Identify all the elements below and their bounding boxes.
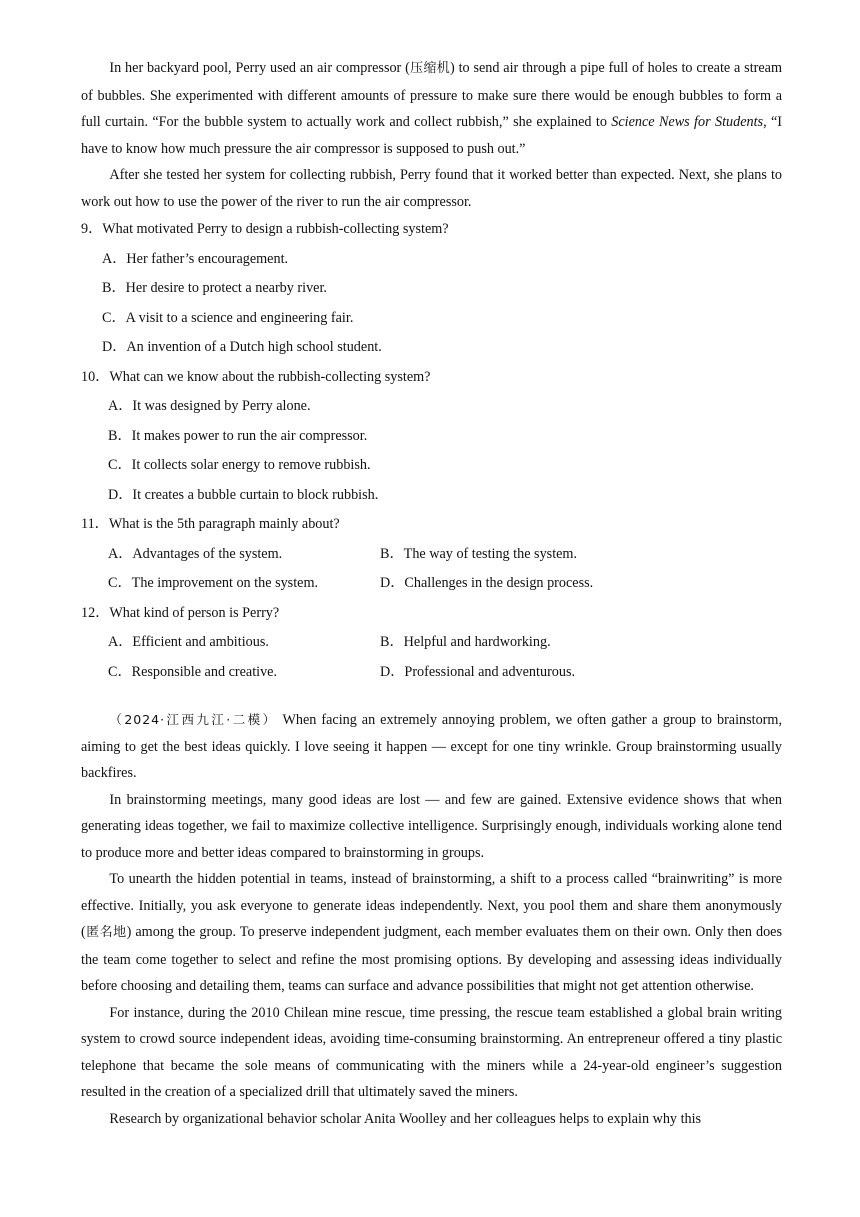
question-stem: 12．What kind of person is Perry? — [81, 604, 280, 621]
passage1-paragraph-1: In her backyard pool, Perry used an air compressor (压缩机) to send air through a pipe full of holes to create a stream of bubbles. She experimented with different amounts of pressure to make sure there would be enough bubbles to form a full curtain. “For the bubble system to actually work and collect rubbish,” she explained to Science News for Students, “I have to know how much pressure the air compressor is supposed to push out.” — [81, 60, 782, 157]
option-b: B．Helpful and hardworking. — [380, 634, 551, 650]
question-9 — [81, 215, 782, 363]
passage2-paragraph-3: To unearth the hidden potential in teams, instead of brainstorming, a shift to a process called “brainwriting” is more effective. Initially, you ask everyone to generate ideas independently. Next, you pool them and share them anonymously (匿名地) among the group. To preserve independent judgment, each member evaluates them on their own. Only then does the team come together to select and refine the most promising options. By developing and assessing ideas individually before choosing and detailing them, teams can surface and advance possibilities that might not get attention otherwise. — [81, 871, 782, 994]
option-d: D．Challenges in the design process. — [380, 575, 594, 591]
passage2-paragraph-5: Research by organizational behavior scholar Anita Woolley and her colleagues helps to explain why this — [109, 1110, 702, 1127]
option-d: D．An invention of a Dutch high school student. — [102, 339, 382, 355]
passage2-paragraph-4: For instance, during the 2010 Chilean mine rescue, time pressing, the rescue team established a global brain writing system to crowd source independent ideas, avoiding time-consuming brainstorming. An entrepreneur offered a tiny plastic telephone that became the sole means of communicating with the miners while a 24-year-old engineer’s suggestion resulted in the creation of a specialized drill that ultimately saved the miners. — [81, 1004, 782, 1100]
passage2-paragraph-1: （2024·江西九江·二模） When facing an extremely annoying problem, we often gather a group to brainstorm, aiming to get the best ideas quickly. I love seeing it happen — except for one tiny wrinkle. Group brainstorming usually backfires. — [81, 712, 782, 781]
source-tag: （2024·江西九江·二模） — [109, 712, 278, 727]
section-spacer — [81, 687, 782, 707]
option-c: C．A visit to a science and engineering fair. — [102, 309, 354, 326]
option-a: A．Efficient and ambitious. — [108, 634, 269, 650]
chinese-gloss: 匿名地 — [85, 925, 127, 940]
option-c: C．It collects solar energy to remove rubbish. — [108, 457, 371, 473]
option-b: B．Her desire to protect a nearby river. — [102, 280, 327, 296]
option-a: A．Her father’s encouragement. — [102, 250, 289, 267]
publication-title: Science News for Students — [611, 114, 764, 130]
question-11 — [81, 510, 782, 599]
options-row-2 — [81, 569, 782, 599]
option-b: B．The way of testing the system. — [380, 545, 578, 562]
question-stem: 10．What can we know about the rubbish-collecting system? — [81, 368, 431, 385]
options-row-2 — [81, 658, 782, 688]
options-row-1 — [81, 540, 782, 570]
passage1-paragraph-2: After she tested her system for collecting rubbish, Perry found that it worked better than expected. Next, she plans to work out how to use the power of the river to run the air compressor. — [81, 167, 782, 210]
question-stem: 11．What is the 5th paragraph mainly about? — [81, 516, 340, 532]
question-10 — [81, 363, 782, 511]
document-page — [81, 55, 782, 1132]
question-12 — [81, 599, 782, 688]
option-d: D．Professional and adventurous. — [380, 663, 576, 680]
option-d: D．It creates a bubble curtain to block rubbish. — [108, 486, 379, 503]
option-a: A．It was designed by Perry alone. — [108, 398, 311, 414]
chinese-gloss: 压缩机 — [409, 61, 451, 76]
option-c: C．Responsible and creative. — [108, 663, 278, 680]
options-row-1 — [81, 628, 782, 658]
question-stem: 9．What motivated Perry to design a rubbish-collecting system? — [81, 221, 449, 237]
option-a: A．Advantages of the system. — [108, 545, 283, 562]
passage2-paragraph-2: In brainstorming meetings, many good ideas are lost — and few are gained. Extensive evidence shows that when generating ideas together, we fail to maximize collective intelligence. Surprisingly enough, individuals working alone tend to produce more and better ideas compared to brainstorming in groups. — [81, 791, 782, 861]
option-b: B．It makes power to run the air compressor. — [108, 427, 368, 444]
option-c: C．The improvement on the system. — [108, 575, 319, 591]
